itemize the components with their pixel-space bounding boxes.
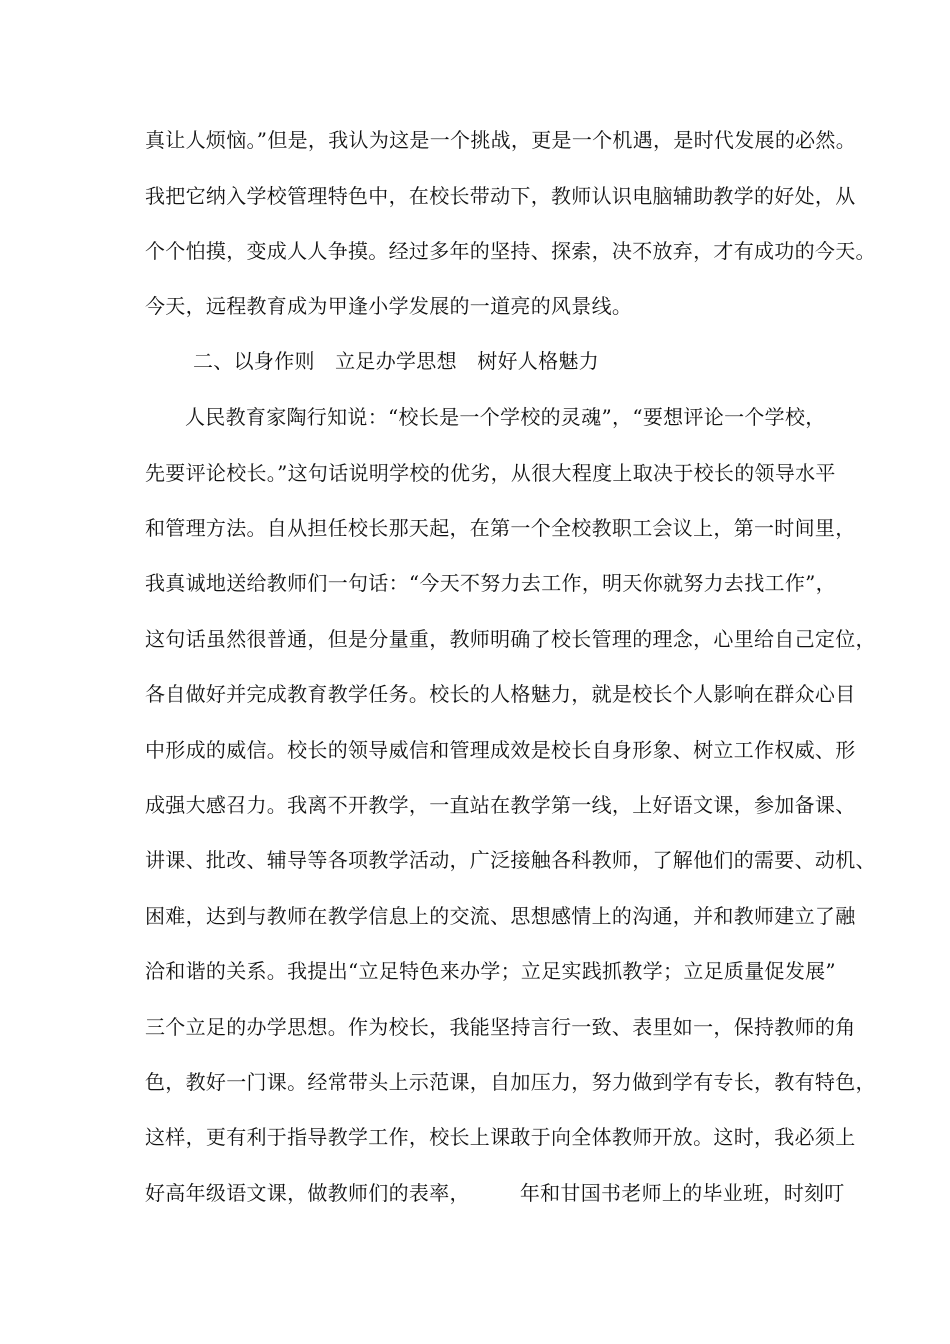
text-line-4: 今天，远程教育成为甲逢小学发展的一道亮的风景线。: [145, 294, 633, 318]
text-line-15: 困难，达到与教师在教学信息上的交流、思想感情上的沟通，并和教师建立了融: [145, 904, 856, 928]
section-heading: 二、以身作则 立足办学思想 树好人格魅力: [193, 349, 599, 373]
text-line-16: 洽和谐的关系。我提出“立足特色来办学；立足实践抓教学；立足质量促发展”: [145, 959, 836, 983]
last-line-part-1: 好高年级语文课，做教师们的表率，: [145, 1181, 470, 1205]
text-line-10: 这句话虽然很普通，但是分量重，教师明确了校长管理的理念，心里给自己定位，: [145, 627, 876, 651]
text-line-18: 色，教好一门课。经常带头上示范课，自加压力，努力做到学有专长，教有特色，: [145, 1070, 876, 1094]
text-line-7: 先要评论校长。”这句话说明学校的优劣，从很大程度上取决于校长的领导水平: [145, 461, 836, 485]
text-line-11: 各自做好并完成教育教学任务。校长的人格魅力，就是校长个人影响在群众心目: [145, 682, 856, 706]
text-line-3: 个个怕摸，变成人人争摸。经过多年的坚持、探索，决不放弃，才有成功的今天。: [145, 239, 876, 263]
text-line-1: 真让人烦恼。”但是，我认为这是一个挑战，更是一个机遇，是时代发展的必然。: [145, 128, 857, 152]
text-line-14: 讲课、批改、辅导等各项教学活动，广泛接触各科教师，了解他们的需要、动机、: [145, 848, 876, 872]
last-line-part-2: 年和甘国书老师上的毕业班，时刻叮: [519, 1181, 845, 1205]
text-line-12: 中形成的威信。校长的领导威信和管理成效是校长自身形象、树立工作权威、形: [145, 738, 856, 762]
text-line-19: 这样，更有利于指导教学工作，校长上课敢于向全体教师开放。这时，我必须上: [145, 1125, 856, 1149]
text-line-6: 人民教育家陶行知说：“校长是一个学校的灵魂”，“要想评论一个学校，: [185, 405, 826, 429]
text-line-20: [145, 1179, 845, 1207]
text-line-2: 我把它纳入学校管理特色中，在校长带动下，教师认识电脑辅助教学的好处，从: [145, 184, 856, 208]
text-line-17: 三个立足的办学思想。作为校长，我能坚持言行一致、表里如一，保持教师的角: [145, 1015, 856, 1039]
text-line-13: 成强大感召力。我离不开教学，一直站在教学第一线，上好语文课，参加备课、: [145, 793, 856, 817]
text-line-8: 和管理方法。自从担任校长那天起，在第一个全校教职工会议上，第一时间里，: [145, 516, 856, 540]
text-line-9: 我真诚地送给教师们一句话：“今天不努力去工作，明天你就努力去找工作”，: [145, 571, 836, 595]
